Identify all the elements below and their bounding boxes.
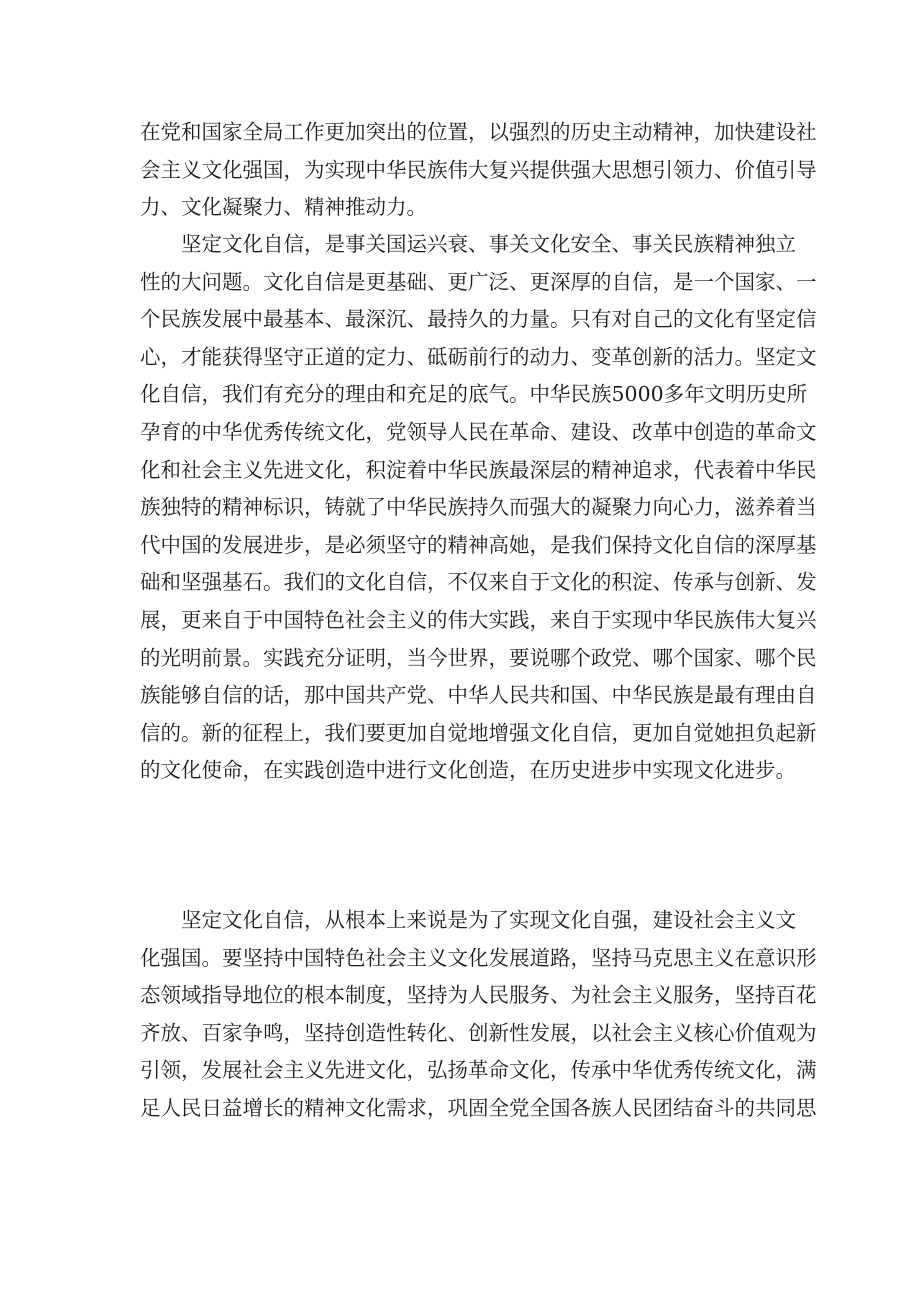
paragraph-line: 在党和国家全局工作更加突出的位置，以强烈的历史主动精神，加快建设社 [140, 120, 817, 144]
paragraph-1 [140, 114, 817, 227]
paragraph-line: 展，更来自于中国特色社会主义的伟大实践，来自于实现中华民族伟大复兴 [140, 607, 817, 632]
paragraph-line: 心，才能获得坚守正道的定力、砥砺前行的动力、变革创新的活力。坚定文 [140, 344, 817, 369]
paragraph-line: 族能够自信的话，那中国共产党、中华人民共和国、中华民族是最有理由自 [140, 683, 817, 708]
paragraph-line: 齐放、百家争鸣，坚持创造性转化、创新性发展，以社会主义核心价值观为 [140, 1020, 817, 1045]
paragraph-line: 坚定文化自信，是事关国运兴衰、事关文化安全、事关民族精神独立 [181, 232, 796, 256]
paragraph-line: 族独特的精神标识，铸就了中华民族持久而强大的凝聚力向心力，滋养着当 [140, 495, 817, 520]
paragraph-line: 化强国。要坚持中国特色社会主义文化发展道路，坚持马克思主义在意识形 [140, 945, 817, 970]
paragraph-line: 化和社会主义先进文化，积淀着中华民族最深层的精神追求，代表着中华民 [140, 457, 817, 482]
paragraph-line: 会主义文化强国，为实现中华民族伟大复兴提供强大思想引领力、价值引导 [140, 157, 817, 182]
paragraph-line: 的光明前景。实践充分证明，当今世界，要说哪个政党、哪个国家、哪个民 [140, 645, 817, 670]
paragraph-line: 代中国的发展进步，是必须坚守的精神高她，是我们保持文化自信的深厚基 [140, 532, 817, 557]
paragraph-line: 态领域指导地位的根本制度，坚持为人民服务、为社会主义服务，坚持百花 [140, 983, 817, 1008]
paragraph-line: 的文化使命，在实践创造中进行文化创造，在历史进步中实现文化进步。 [140, 758, 796, 783]
paragraph-line: 化自信，我们有充分的理由和充足的底气。中华民族5000多年文明历史所 [140, 382, 808, 407]
paragraph-line: 个民族发展中最基本、最深沉、最持久的力量。只有对自己的文化有坚定信 [140, 307, 817, 332]
paragraph-line: 信的。新的征程上，我们要更加自觉地增强文化自信，更加自觉她担负起新 [140, 720, 817, 745]
paragraph-line: 足人民日益增长的精神文化需求，巩固全党全国各族人民团结奋斗的共同思 [140, 1095, 817, 1120]
paragraph-2 [140, 226, 817, 790]
paragraph-line: 力、文化凝聚力、精神推动力。 [140, 195, 427, 220]
paragraph-line: 坚定文化自信，从根本上来说是为了实现文化自强，建设社会主义文 [181, 908, 796, 932]
paragraph-line: 性的大问题。文化自信是更基础、更广泛、更深厚的自信，是一个国家、一 [140, 269, 817, 294]
paragraph-line: 础和坚强基石。我们的文化自信，不仅来自于文化的积淀、传承与创新、发 [140, 570, 817, 595]
paragraph-line: 引领，发展社会主义先进文化，弘扬革命文化，传承中华优秀传统文化，满 [140, 1058, 817, 1083]
paragraph-3 [140, 902, 817, 1128]
paragraph-line: 孕育的中华优秀传统文化，党领导人民在革命、建设、改革中创造的革命文 [140, 419, 817, 444]
